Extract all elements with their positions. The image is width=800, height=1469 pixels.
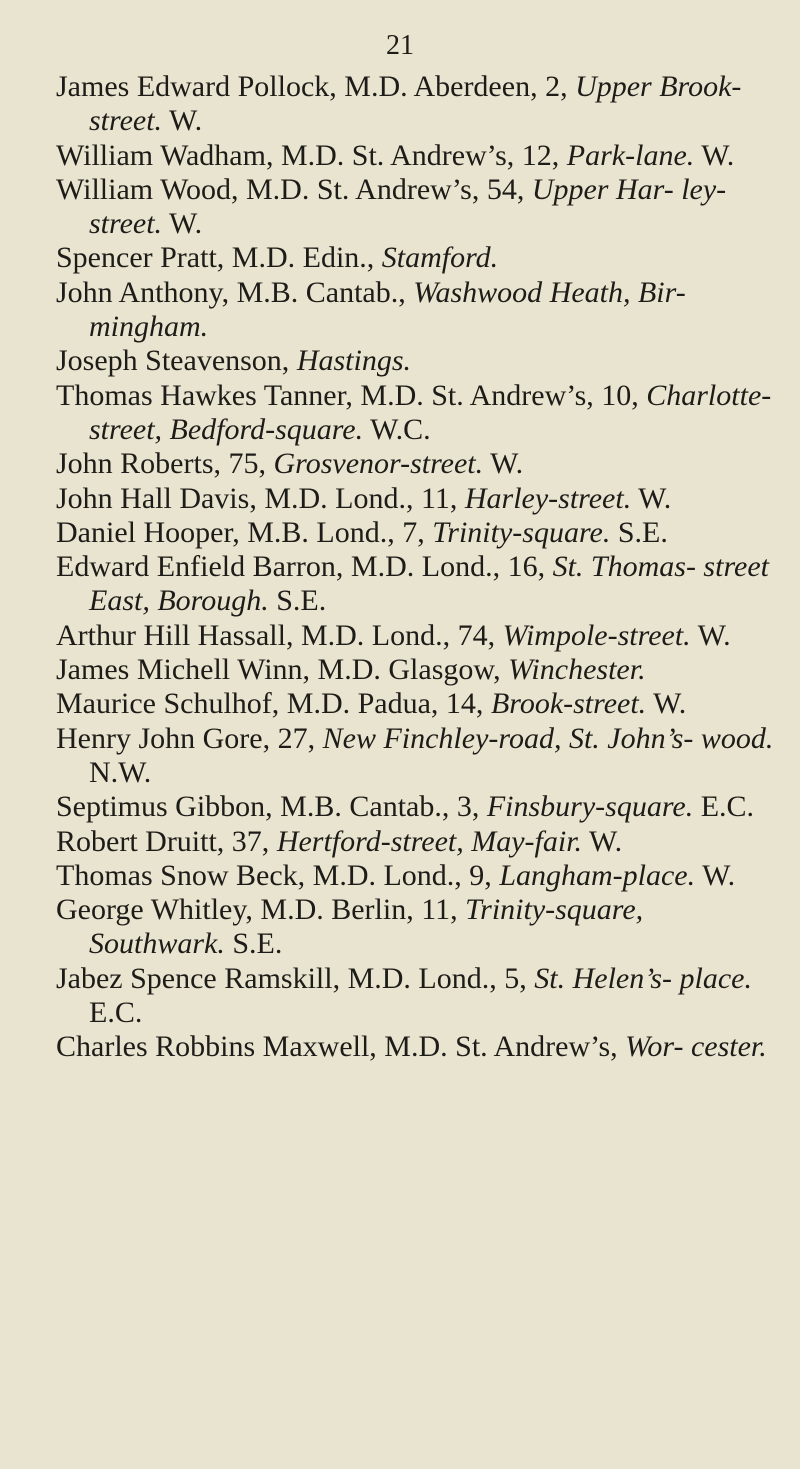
list-item xyxy=(56,550,776,619)
entry-name: Henry John Gore, 27, xyxy=(56,721,323,755)
entry-district: W. xyxy=(582,824,623,858)
entry-address: Finsbury-square. xyxy=(486,790,694,824)
entry-district: N.W. xyxy=(89,755,152,789)
list-item xyxy=(56,790,776,824)
entry-name: Thomas Hawkes Tanner, M.D. St. Andrew’s, 10, xyxy=(56,378,647,412)
entry-address: Brook-street. xyxy=(490,687,647,721)
list-item xyxy=(56,379,776,448)
entry-name: William Wood, M.D. St. Andrew’s, 54, xyxy=(56,172,532,206)
entry-name: John Hall Davis, M.D. Lond., 11, xyxy=(56,481,465,515)
entry-name: Joseph Steavenson, xyxy=(56,344,297,378)
list-item xyxy=(56,962,776,1031)
list-item xyxy=(56,70,776,139)
entry-district: W. xyxy=(162,207,203,241)
entry-address: St. Thomas- street East, Borough. xyxy=(89,550,769,618)
list-item xyxy=(56,687,776,721)
list-item xyxy=(56,893,776,962)
entry-name: James Edward Pollock, M.D. Aberdeen, 2, xyxy=(56,70,576,103)
entry-district: E.C. xyxy=(89,996,143,1030)
list-item xyxy=(56,619,776,653)
entry-district: W. xyxy=(690,618,731,652)
entry-district: S.E. xyxy=(224,927,283,961)
list-item xyxy=(56,344,776,378)
entry-address: Washwood Heath, Bir- mingham. xyxy=(89,275,686,344)
entry-address: Upper Har- ley-street. xyxy=(89,172,727,241)
list-item xyxy=(56,825,776,859)
list-item xyxy=(56,482,776,516)
entry-name: Charles Robbins Maxwell, M.D. St. Andrew’s, xyxy=(56,1030,626,1064)
list-item xyxy=(56,859,776,893)
entry-address: Trinity-square. xyxy=(432,515,611,549)
entry-address: Wor- cester. xyxy=(625,1030,767,1064)
entry-name: Arthur Hill Hassall, M.D. Lond., 74, xyxy=(56,618,503,652)
entry-address: St. Helen’s- place. xyxy=(534,961,752,995)
list-item xyxy=(56,139,776,173)
list-item xyxy=(56,241,776,275)
entry-district: W. xyxy=(631,481,672,515)
list-item xyxy=(56,173,776,242)
list-item xyxy=(56,653,776,687)
entry-district: E.C. xyxy=(693,790,755,824)
entry-district: W.C. xyxy=(363,412,431,446)
entry-address: Harley-street. xyxy=(464,481,632,515)
entry-name: William Wadham, M.D. St. Andrew’s, 12, xyxy=(56,138,567,172)
entry-district: W. xyxy=(483,447,524,481)
entry-district: S.E. xyxy=(610,515,668,549)
entry-district: S.E. xyxy=(268,584,327,618)
entry-address: Grosvenor-street. xyxy=(273,447,484,481)
entry-name: Robert Druitt, 37, xyxy=(56,824,277,858)
entry-name: Thomas Snow Beck, M.D. Lond., 9, xyxy=(56,858,500,892)
entry-district: W. xyxy=(695,858,736,892)
entry-name: James Michell Winn, M.D. Glasgow, xyxy=(56,653,509,687)
entry-name: George Whitley, M.D. Berlin, 11, xyxy=(56,893,466,927)
entry-list xyxy=(56,70,776,1065)
entry-address: Upper Brook-street. xyxy=(89,70,742,138)
list-item xyxy=(56,447,776,481)
entry-district: W. xyxy=(646,687,687,721)
entry-name: Spencer Pratt, M.D. Edin., xyxy=(56,241,382,275)
list-item xyxy=(56,276,776,345)
entry-address: Hertford-street, May-fair. xyxy=(276,824,583,858)
list-item xyxy=(56,1030,776,1064)
entry-address: Stamford. xyxy=(381,241,499,275)
entry-name: Septimus Gibbon, M.B. Cantab., 3, xyxy=(56,790,487,824)
entry-address: Wimpole-street. xyxy=(502,618,691,652)
entry-address: Park-lane. xyxy=(566,138,695,172)
entry-address: Hastings. xyxy=(296,344,411,378)
entry-name: John Anthony, M.B. Cantab., xyxy=(56,275,414,309)
entry-district: W. xyxy=(162,104,203,138)
list-item xyxy=(56,722,776,791)
entry-address: New Finchley-road, St. John’s- wood. xyxy=(322,721,774,755)
entry-name: Jabez Spence Ramskill, M.D. Lond., 5, xyxy=(56,961,535,995)
list-item xyxy=(56,516,776,550)
page-number: 21 xyxy=(386,30,414,61)
entry-address: Trinity-square, Southwark. xyxy=(89,893,644,961)
entry-name: Maurice Schulhof, M.D. Padua, 14, xyxy=(56,687,491,721)
entry-district: W. xyxy=(694,138,735,172)
entry-address: Langham-place. xyxy=(499,858,696,892)
entry-address: Charlotte-street, Bedford-square. xyxy=(89,378,772,446)
entry-name: Daniel Hooper, M.B. Lond., 7, xyxy=(56,515,433,549)
entry-name: Edward Enfield Barron, M.D. Lond., 16, xyxy=(56,550,553,584)
entry-name: John Roberts, 75, xyxy=(56,447,274,481)
entry-address: Winchester. xyxy=(508,653,646,687)
